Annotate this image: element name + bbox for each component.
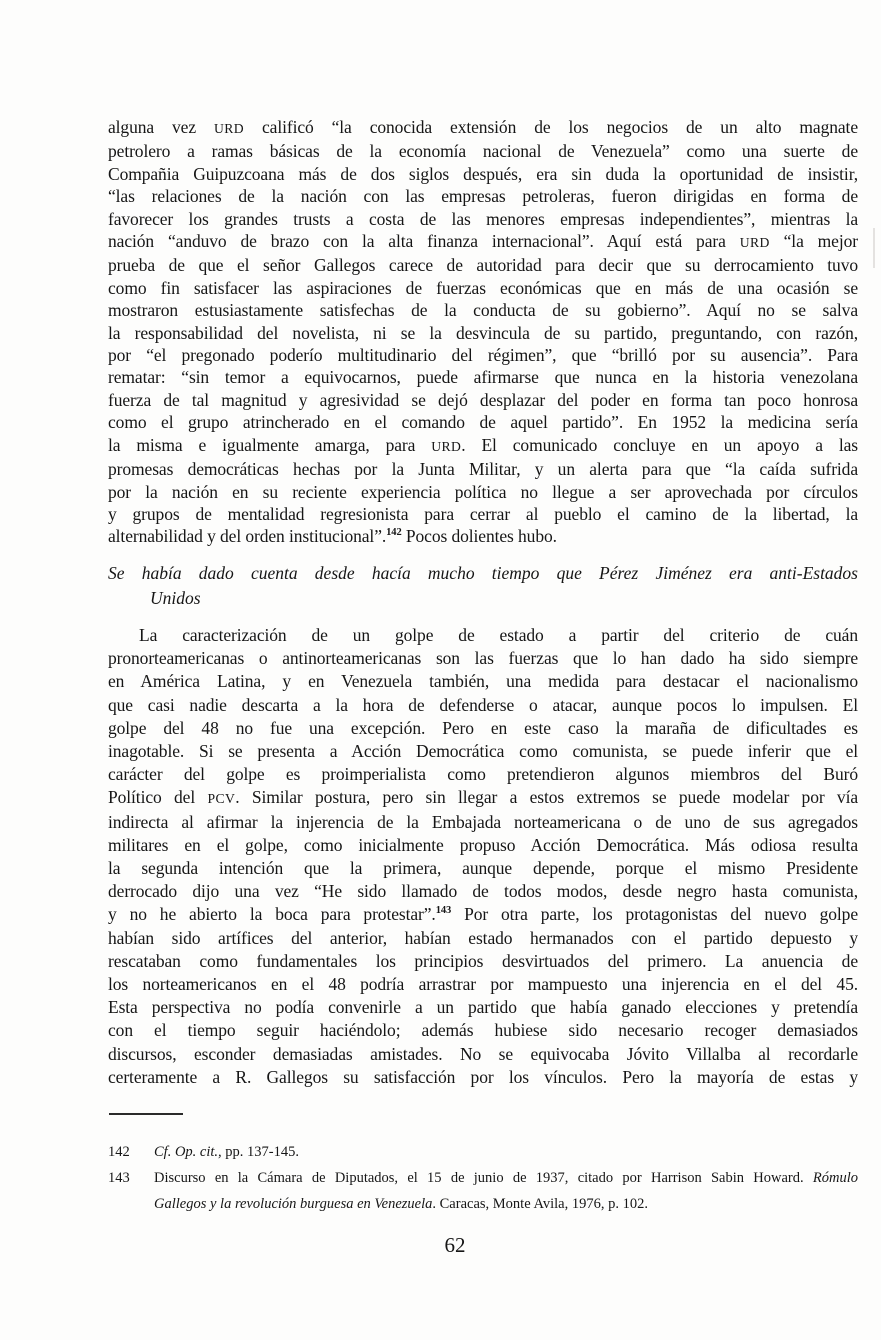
italic-text: Gallegos y la revolución burguesa en Venezuela <box>154 1196 433 1212</box>
text-line: golpe del 48 no fue una excepción. Pero en este caso la maraña de dificultades es <box>108 717 858 738</box>
small-caps-acronym: URD <box>739 235 770 251</box>
scan-edge-artifact <box>873 228 875 268</box>
text-line: derrocado dijo una vez “He sido llamado de todos modos, desde negro hasta comunista, <box>108 881 858 902</box>
small-caps-acronym: PCV <box>207 791 236 807</box>
text-line: favorecer los grandes trusts a costa de las menores empresas independientes”, mientras la <box>108 208 858 229</box>
italic-text: Cf. Op. cit., <box>154 1144 222 1160</box>
text-line: la misma e igualmente amarga, para URD. El comunicado concluye en un apoyo a las <box>108 434 858 455</box>
text-line: como el grupo atrincherado en el comando de aquel partido”. En 1952 la medicina sería <box>108 412 858 433</box>
text-line: y grupos de mentalidad regresionista para cerrar al pueblo el camino de la libertad, la <box>108 503 858 524</box>
text-line: fuerza de tal magnitud y agresividad se dejó desplazar del poder en forma tan poco honrosa <box>108 389 858 410</box>
text-line: carácter del golpe es proimperialista como pretendieron algunos miembros del Buró <box>108 764 858 785</box>
italic-text: Rómulo <box>812 1170 858 1186</box>
small-caps-acronym: URD <box>431 438 462 454</box>
text-line: Esta perspectiva no podía convenirle a un partido que había ganado elecciones y pretendía <box>108 997 858 1018</box>
text-line: inagotable. Si se presenta a Acción Democrática como comunista, se puede inferir que el <box>108 741 858 762</box>
text-line: Discurso en la Cámara de Diputados, el 15 de junio de 1937, citado por Harrison Sabin Howard. Rómulo <box>154 1170 858 1186</box>
footnote-ref: 142 <box>386 527 402 539</box>
footnote-143 <box>108 1165 858 1217</box>
text-line: con el tiempo seguir haciéndolo; además hubiese sido necesario recoger demasiados <box>108 1020 858 1041</box>
text-line: mostraron estusiastamente satisfechas de la conducta de su gobierno”. Aquí no se salva <box>108 300 858 321</box>
text-line: alguna vez URD calificó “la conocida extensión de los negocios de un alto magnate <box>108 117 858 137</box>
small-caps-acronym: URD <box>214 121 244 136</box>
text-line: indirecta al afirmar la injerencia de la Embajada norteamericana o de uno de sus agregados <box>108 811 858 832</box>
paragraph-1 <box>108 116 858 548</box>
text-line: que casi nadie descarta a la hora de defenderse o atacar, aunque pocos lo impulsen. El <box>108 694 858 715</box>
text-line: rematar: “sin temor a equivocarnos, puede afirmarse que nunca en la historia venezolana <box>108 367 858 388</box>
text-line: Se había dado cuenta desde hacía mucho tiempo que Pérez Jiménez era anti-Estados <box>108 563 858 583</box>
text-line: y no he abierto la boca para protestar”.$^{143}$ Por otra parte, los protagonistas del nuevo golpe <box>108 904 858 925</box>
text-line: en América Latina, y en Venezuela también, una medida para destacar el nacionalismo <box>108 671 858 692</box>
text-line: La caracterización de un golpe de estado a partir del criterio de cuán <box>139 625 858 645</box>
text-line: pronorteamericanas o antinorteamericanas son las fuerzas que lo han dado ha sido siempre <box>108 648 858 669</box>
footnote-text <box>154 1139 858 1165</box>
text-line: como fin satisfacer las aspiraciones de fuerzas económicas que en más de una ocasión se <box>108 277 858 298</box>
footnote-ref: 143 <box>435 905 452 917</box>
text-line: la responsabilidad del novelista, ni se la desvincula de su partido, preguntando, con razón, <box>108 322 858 343</box>
text-line: nación “anduvo de brazo con la alta finanza internacional”. Aquí está para URD “la mejor <box>108 231 858 252</box>
text-line: Unidos <box>150 588 201 608</box>
footnote-text <box>154 1165 858 1217</box>
text-line: Gallegos y la revolución burguesa en Venezuela. Caracas, Monte Avila, 1976, p. 102. <box>154 1196 648 1212</box>
footnote-separator-rule <box>109 1113 183 1115</box>
text-line: Político del PCV. Similar postura, pero sin llegar a estos extremos se puede modelar por vía <box>108 787 858 808</box>
text-line: rescataban como fundamentales los principios desvirtuados del primero. La anuencia de <box>108 950 858 971</box>
text-line: por la nación en su reciente experiencia política no llegue a ser aprovechada por círculos <box>108 481 858 502</box>
section-heading <box>108 561 858 611</box>
text-line: promesas democráticas hechas por la Junta Militar, y un alerta para que “la caída sufrida <box>108 459 858 480</box>
text-line: certeramente a R. Gallegos su satisfacción por los vínculos. Pero la mayoría de estas y <box>108 1066 858 1087</box>
footnotes-section <box>108 1139 858 1217</box>
text-line: alternabilidad y del orden institucional”.$^{142}$ Pocos dolientes hubo. <box>108 526 557 547</box>
text-line: Cf. Op. cit., pp. 137-145. <box>154 1144 300 1160</box>
text-line: discursos, esconder demasiadas amistades. No se equivocaba Jóvito Villalba al recordarle <box>108 1043 858 1064</box>
text-line: los norteamericanos en el 48 podría arrastrar por mampuesto una injerencia en el del 45. <box>108 974 858 995</box>
text-line: por “el pregonado poderío multitudinario del régimen”, que “brilló por su ausencia”. Para <box>108 345 858 366</box>
text-line: habían sido artífices del anterior, habían estado hermanados con el partido depuesto y <box>108 927 858 948</box>
footnote-142 <box>108 1139 858 1165</box>
text-line: Compañia Guipuzcoana más de dos siglos después, era sin duda la oportunidad de insistir, <box>108 163 858 184</box>
text-line: prueba de que el señor Gallegos carece de autoridad para decir que su derrocamiento tuvo <box>108 255 858 276</box>
footnote-number: 142 <box>108 1144 130 1160</box>
text-line: militares en el golpe, como inicialmente propuso Acción Democrática. Más odiosa resulta <box>108 834 858 855</box>
paragraph-2 <box>108 624 858 1089</box>
page-number: 62 <box>444 1233 466 1257</box>
footnote-number: 143 <box>108 1170 130 1186</box>
text-line: la segunda intención que la primera, aunque depende, porque el mismo Presidente <box>108 858 858 879</box>
text-line: petrolero a ramas básicas de la economía nacional de Venezuela” como una suerte de <box>108 141 858 162</box>
text-line: “las relaciones de la nación con las empresas petroleras, fueron dirigidas en forma de <box>108 186 858 207</box>
